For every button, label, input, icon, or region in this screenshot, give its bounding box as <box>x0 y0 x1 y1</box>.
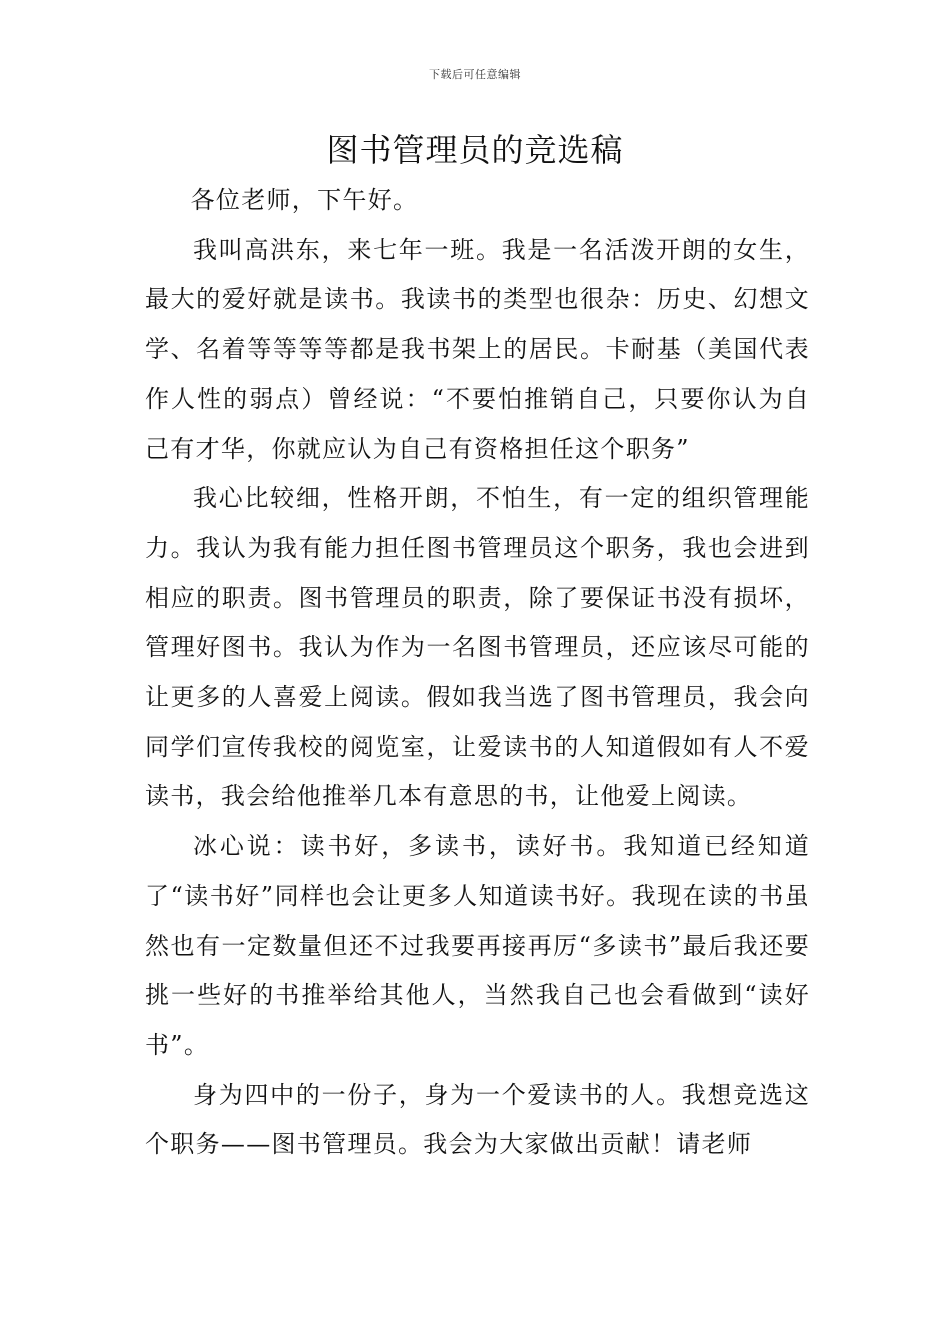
page-title: 图书管理员的竞选稿 <box>326 131 624 169</box>
document-body <box>145 176 810 1170</box>
paragraph-reading-quote: 冰心说：读书好，多读书，读好书。我知道已经知道了“读书好”同样也会让更多人知道读书好。我现在读的书虽然也有一定数量但还不过我要再接再厉“多读书”最后我还要挑一些好的书推举给其他人，当然我自己也会看做到“读好书”。 <box>145 832 810 1059</box>
greeting: 各位老师，下午好。 <box>190 186 419 214</box>
paragraph-closing: 身为四中的一份子，身为一个爱读书的人。我想竞选这个职务——图书管理员。我会为大家做出贡献！请老师 <box>145 1080 810 1159</box>
paragraph-intro: 我叫高洪东，来七年一班。我是一名活泼开朗的女生，最大的爱好就是读书。我读书的类型也很杂：历史、幻想文学、名着等等等等都是我书架上的居民。卡耐基（美国代表作人性的弱点）曾经说：“不要怕推销自己，只要你认为自己有才华，你就应认为自己有资格担任这个职务” <box>145 235 810 463</box>
paragraph-qualifications: 我心比较细，性格开朗，不怕生，有一定的组织管理能力。我认为我有能力担任图书管理员这个职务，我也会进到相应的职责。图书管理员的职责，除了要保证书没有损坏，管理好图书。我认为作为一名图书管理员，还应该尽可能的让更多的人喜爱上阅读。假如我当选了图书管理员，我会向同学们宣传我校的阅览室，让爱读书的人知道假如有人不爱读书，我会给他推举几本有意思的书，让他爱上阅读。 <box>145 484 810 811</box>
header-note: 下载后可任意编辑 <box>429 68 521 81</box>
